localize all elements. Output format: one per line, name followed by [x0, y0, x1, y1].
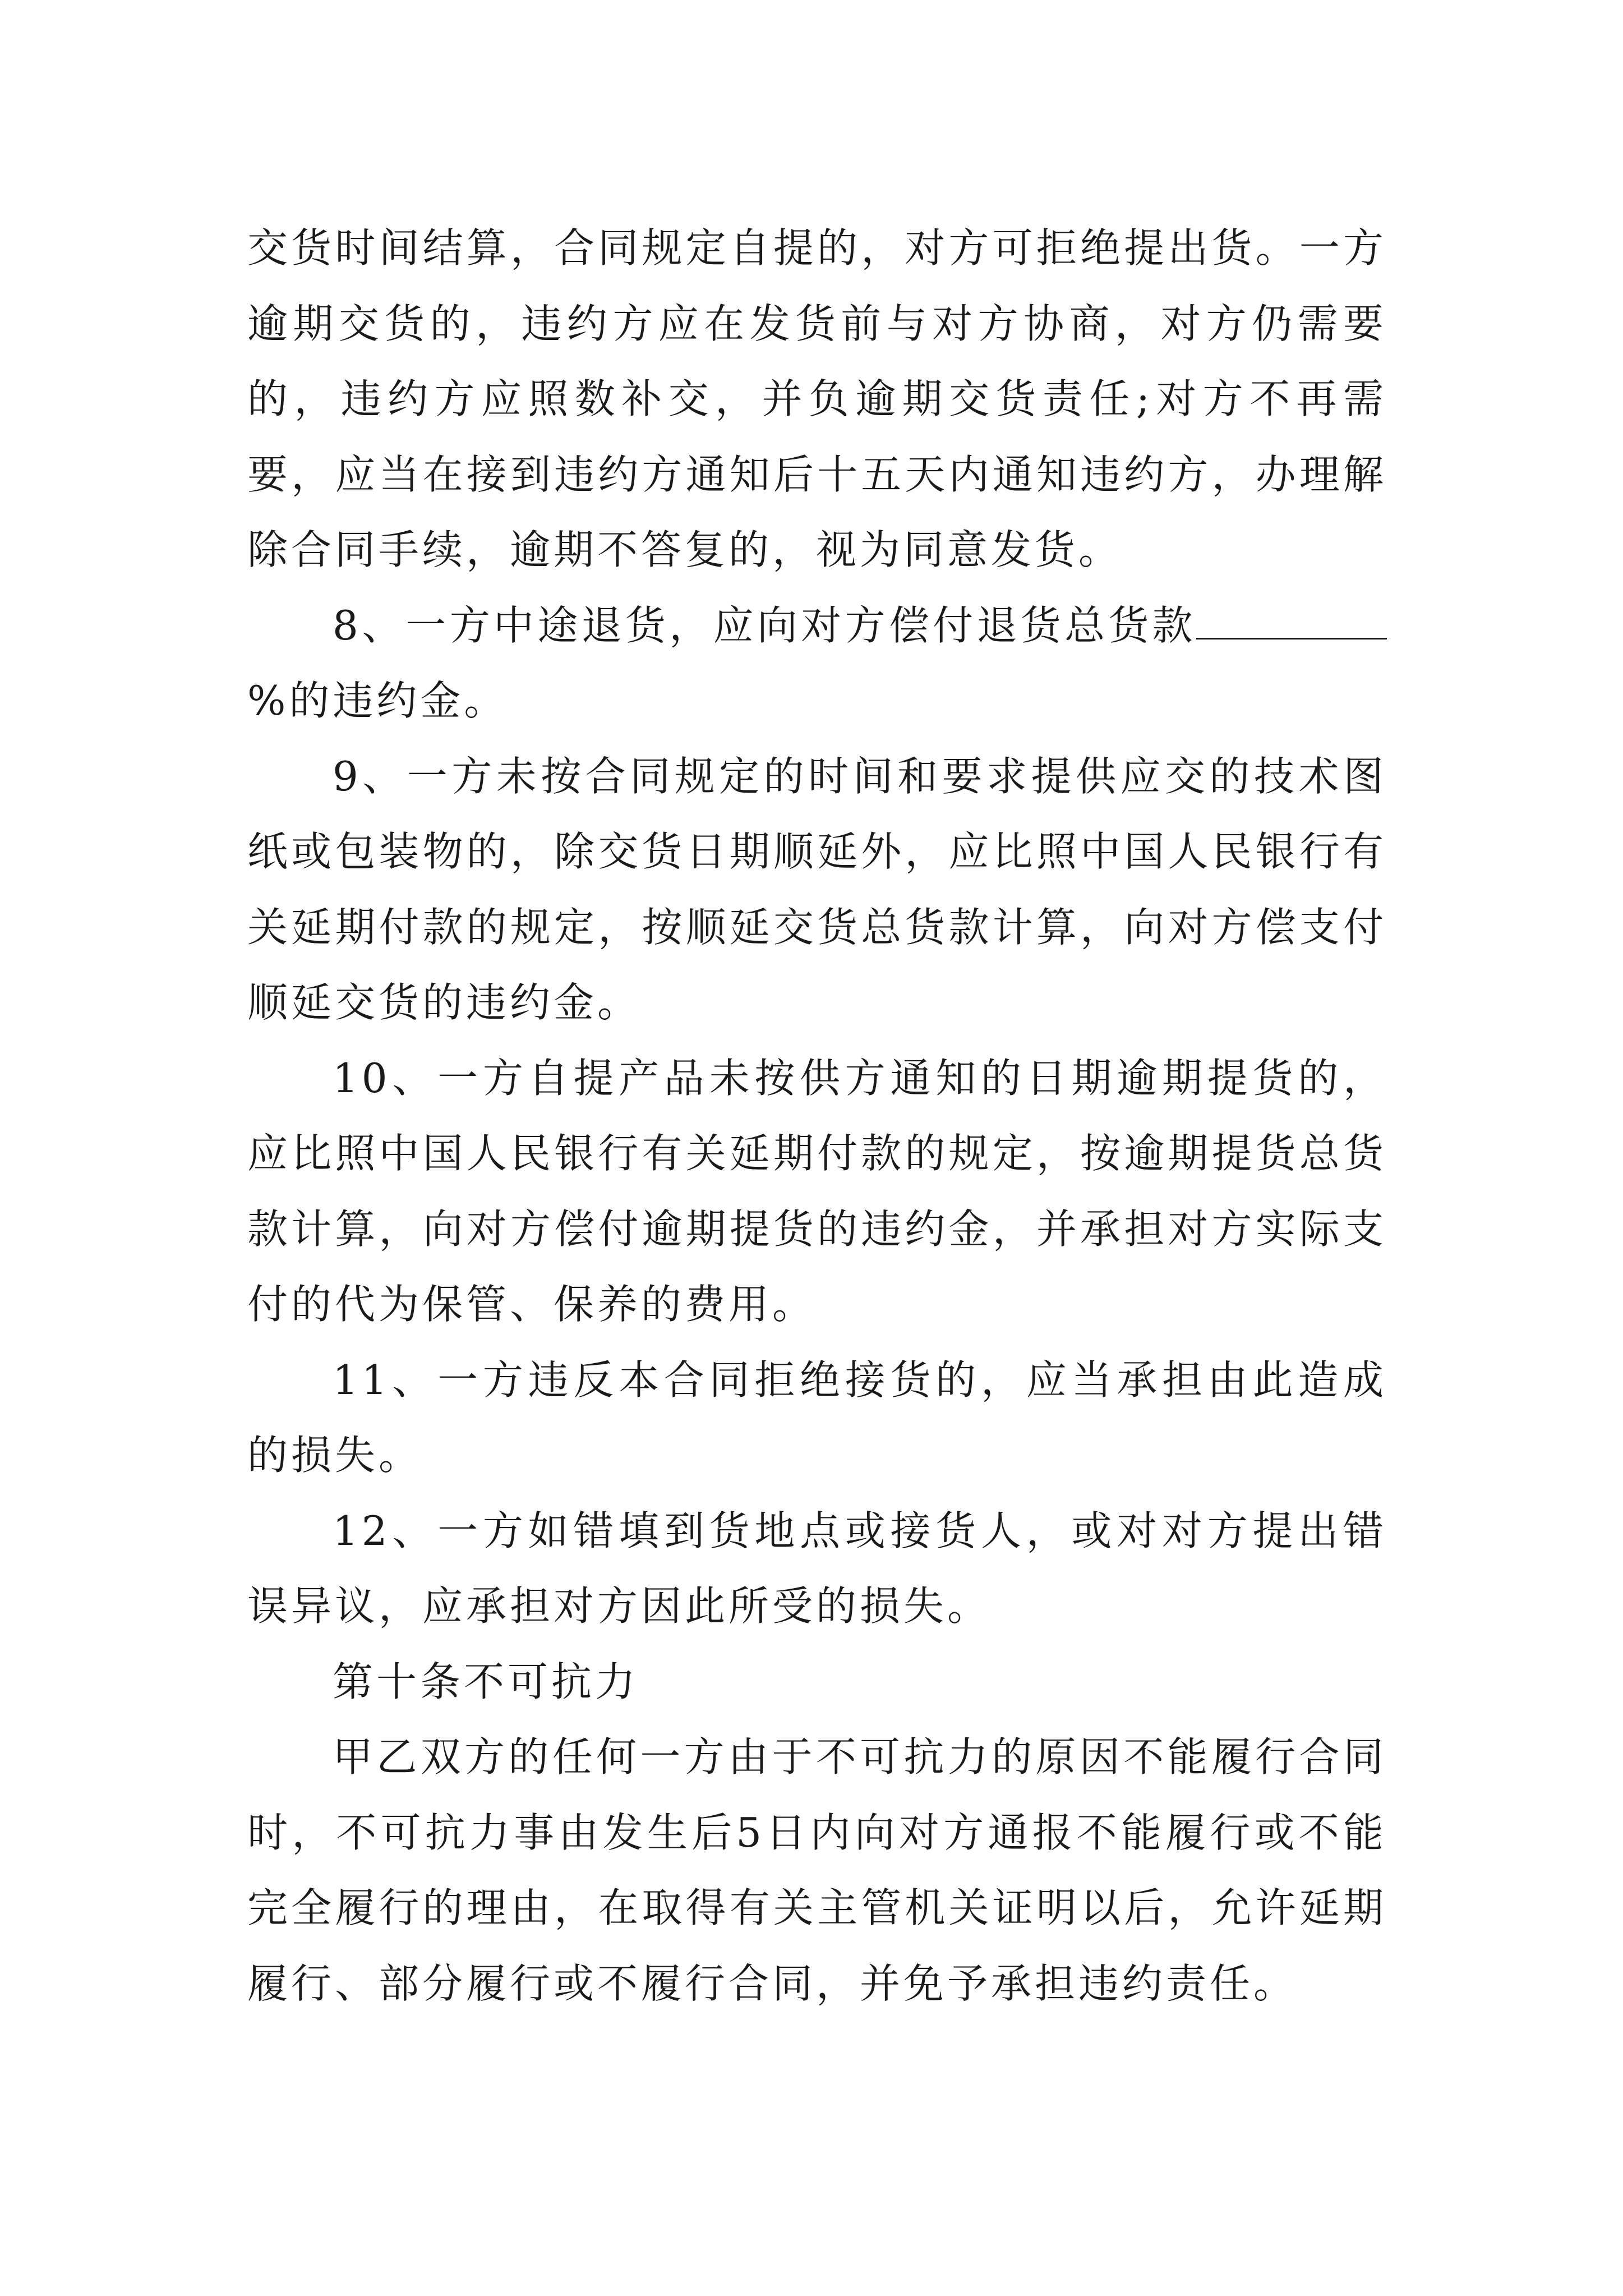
document-body — [247, 210, 1387, 2021]
clause-8-text: 8、一方中途退货，应向对方偿付退货总货款 — [333, 601, 1196, 649]
article-10-body: 甲乙双方的任何一方由于不可抗力的原因不能履行合同时，不可抗力事由发生后5日内向对方通报不能履行或不能完全履行的理由，在取得有关主管机关证明以后，允许延期履行、部分履行或不履行合同，并免予承担违约责任。 — [247, 1733, 1387, 2007]
paragraph-continuation: 交货时间结算，合同规定自提的，对方可拒绝提出货。一方逾期交货的，违约方应在发货前与对方协商，对方仍需要的，违约方应照数补交，并负逾期交货责任;对方不再需要，应当在接到违约方通知后十五天内通知违约方，办理解除合同手续，逾期不答复的，视为同意发货。 — [247, 224, 1387, 573]
clause-9: 9、一方未按合同规定的时间和要求提供应交的技术图纸或包装物的，除交货日期顺延外，应比照中国人民银行有关延期付款的规定，按顺延交货总货款计算，向对方偿支付顺延交货的违约金。 — [247, 752, 1387, 1026]
article-10-heading: 第十条不可抗力 — [333, 1658, 639, 1705]
clause-12: 12、一方如错填到货地点或接货人，或对对方提出错误异议，应承担对方因此所受的损失。 — [247, 1507, 1387, 1630]
percentage-blank — [1196, 604, 1387, 639]
clause-8 — [247, 588, 1387, 739]
clause-10: 10、一方自提产品未按供方通知的日期逾期提货的，应比照中国人民银行有关延期付款的规定，按逾期提货总货款计算，向对方偿付逾期提货的违约金，并承担对方实际支付的代为保管、保养的费用。 — [247, 1054, 1387, 1328]
clause-8-suffix: %的违约金。 — [247, 677, 508, 724]
clause-11: 11、一方违反本合同拒绝接货的，应当承担由此造成的损失。 — [247, 1356, 1387, 1479]
